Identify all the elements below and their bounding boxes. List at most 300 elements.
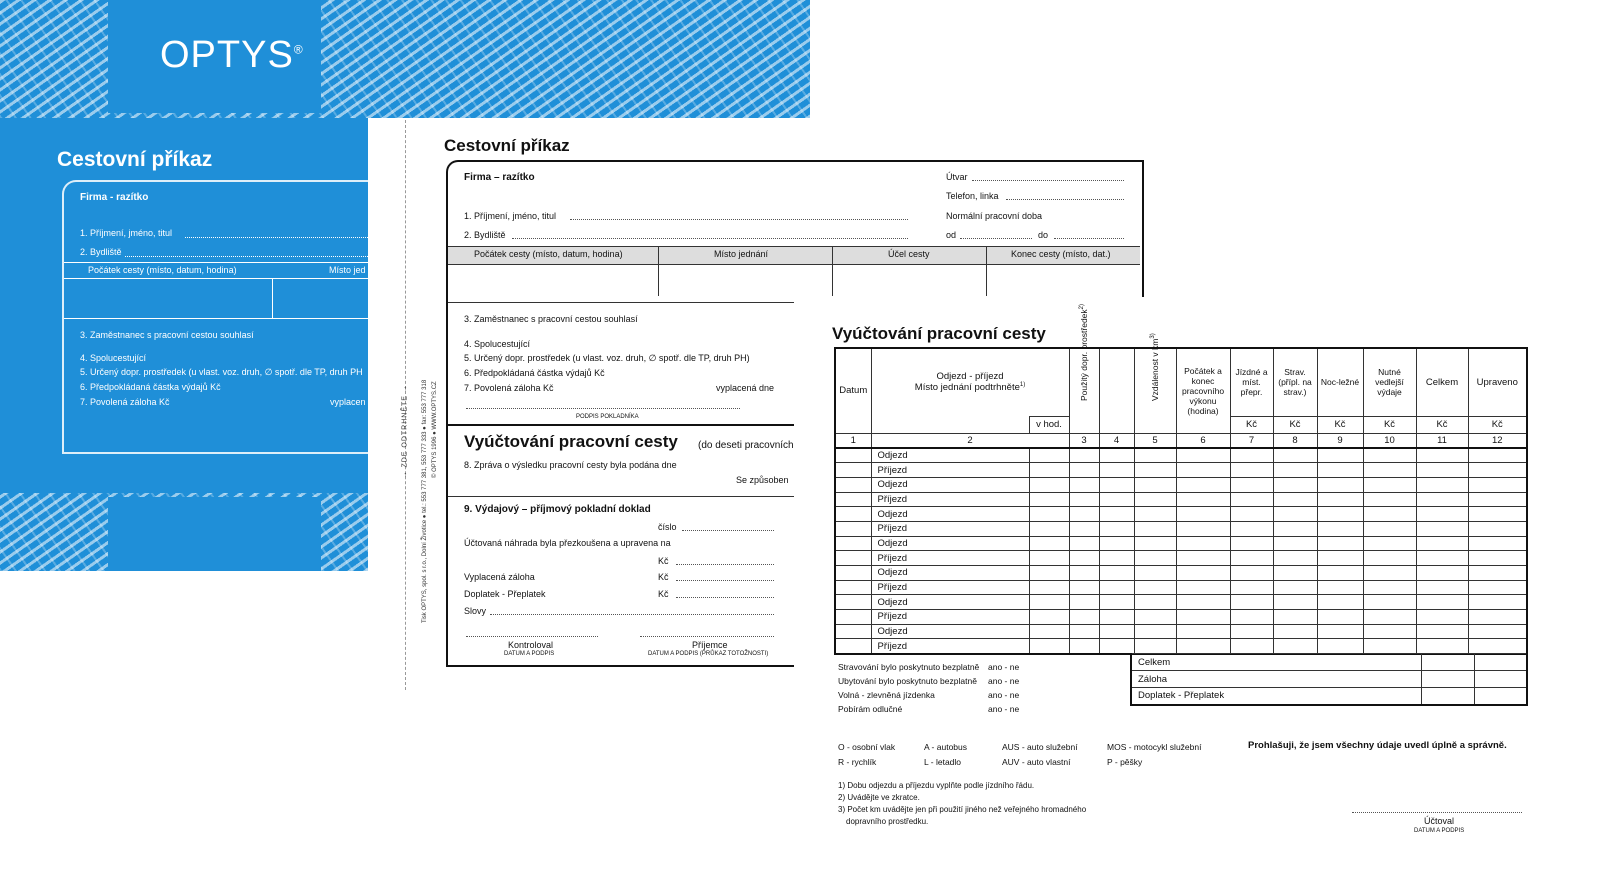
kc-cell: Kč bbox=[1468, 416, 1527, 433]
input-cell[interactable] bbox=[1230, 521, 1273, 536]
form-kc-3: Kč bbox=[658, 589, 669, 599]
input-cell[interactable] bbox=[1416, 536, 1468, 551]
input-cell[interactable] bbox=[1176, 521, 1230, 536]
input-cell[interactable] bbox=[1317, 639, 1363, 654]
input-cell[interactable] bbox=[1468, 639, 1527, 654]
input-cell[interactable] bbox=[1273, 595, 1317, 610]
trip-col-start: Počátek cesty (místo, datum, hodina) bbox=[474, 249, 623, 259]
input-cell[interactable] bbox=[1099, 492, 1134, 507]
input-cell[interactable] bbox=[1176, 492, 1230, 507]
col-datum: Datum bbox=[835, 348, 871, 433]
input-cell[interactable] bbox=[1416, 507, 1468, 522]
input-cell[interactable] bbox=[1099, 566, 1134, 581]
form-trip-table bbox=[448, 246, 1140, 296]
input-cell[interactable] bbox=[1069, 536, 1099, 551]
input-cell[interactable] bbox=[1468, 566, 1527, 581]
input-cell[interactable] bbox=[1317, 610, 1363, 625]
input-cell[interactable] bbox=[1273, 639, 1317, 654]
form-controlled: Kontroloval bbox=[508, 640, 554, 650]
input-cell[interactable] bbox=[1029, 639, 1069, 654]
trip-row-label: Příjezd bbox=[871, 610, 1029, 625]
col-meals: Strav. (přípl. na strav.) bbox=[1273, 348, 1317, 416]
form-item-8-tail: Se způsoben bbox=[736, 475, 789, 485]
summary-table bbox=[1130, 653, 1528, 706]
input-cell[interactable] bbox=[1176, 507, 1230, 522]
input-cell[interactable] bbox=[1273, 566, 1317, 581]
input-cell[interactable] bbox=[1134, 580, 1176, 595]
tear-label: → ZDE ODTRHNĚTE → bbox=[401, 384, 409, 479]
col-total: Celkem bbox=[1416, 348, 1468, 416]
input-cell[interactable] bbox=[1069, 580, 1099, 595]
input-cell[interactable] bbox=[1273, 477, 1317, 492]
form-checked: Účtovaná náhrada byla přezkoušena a upravena na bbox=[464, 538, 671, 548]
trip-row bbox=[835, 595, 1527, 610]
free-row: Volná - zlevněná jízdenka ano - ne bbox=[838, 690, 1020, 700]
trip-row-label: Odjezd bbox=[871, 448, 1029, 463]
input-cell[interactable] bbox=[1273, 463, 1317, 478]
dotline bbox=[676, 564, 774, 565]
divider bbox=[448, 424, 794, 426]
trip-row bbox=[835, 610, 1527, 625]
input-cell[interactable] bbox=[1134, 610, 1176, 625]
input-cell[interactable] bbox=[1099, 521, 1134, 536]
input-cell[interactable] bbox=[1069, 521, 1099, 536]
form-words: Slovy bbox=[464, 606, 487, 616]
input-cell[interactable] bbox=[1029, 595, 1069, 610]
dotline bbox=[1054, 238, 1124, 239]
form-item-7-tail: vyplacená dne bbox=[716, 383, 775, 393]
input-cell[interactable] bbox=[1029, 463, 1069, 478]
input-cell[interactable] bbox=[1176, 448, 1230, 463]
input-cell[interactable] bbox=[1317, 624, 1363, 639]
col-number: 12 bbox=[1468, 433, 1527, 448]
trip-row-label: Odjezd bbox=[871, 595, 1029, 610]
cover-line-1: 1. Příjmení, jméno, titul bbox=[80, 228, 173, 238]
input-cell[interactable] bbox=[1176, 536, 1230, 551]
input-cell[interactable] bbox=[1029, 521, 1069, 536]
free-row: Ubytování bylo poskytnuto bezplatně ano - ne bbox=[838, 676, 1020, 686]
input-cell[interactable] bbox=[1363, 595, 1416, 610]
col-lodging: Noc-ležné bbox=[1317, 348, 1363, 416]
form-controlled-sub: DATUM A PODPIS bbox=[504, 651, 555, 657]
input-cell[interactable] bbox=[1273, 521, 1317, 536]
dotline bbox=[512, 238, 908, 239]
divider bbox=[448, 302, 794, 303]
input-cell[interactable] bbox=[1069, 566, 1099, 581]
col-v-hod: v hod. bbox=[1029, 416, 1069, 433]
input-cell[interactable] bbox=[1230, 551, 1273, 566]
kc-cell: Kč bbox=[1416, 416, 1468, 433]
col-fare: Jízdné a míst. přepr. bbox=[1230, 348, 1273, 416]
printer-web: © OPTYS 1996 ● WWW.OPTYS.CZ bbox=[432, 381, 438, 478]
input-cell[interactable] bbox=[1416, 624, 1468, 639]
input-cell[interactable] bbox=[1363, 463, 1416, 478]
input-cell[interactable] bbox=[1029, 566, 1069, 581]
input-cell[interactable] bbox=[1176, 566, 1230, 581]
dotline bbox=[640, 636, 774, 637]
input-cell[interactable] bbox=[1230, 448, 1273, 463]
trip-row bbox=[835, 463, 1527, 478]
input-cell[interactable] bbox=[1134, 521, 1176, 536]
input-cell[interactable] bbox=[1468, 610, 1527, 625]
input-cell[interactable] bbox=[1416, 566, 1468, 581]
input-cell[interactable] bbox=[1099, 624, 1134, 639]
cover-item-7-tail: vyplacen bbox=[330, 397, 366, 407]
input-cell[interactable] bbox=[1099, 507, 1134, 522]
col-number: 8 bbox=[1273, 433, 1317, 448]
input-cell[interactable] bbox=[1468, 536, 1527, 551]
cover-table-header-1: Počátek cesty (místo, datum, hodina) bbox=[88, 265, 237, 275]
input-cell[interactable] bbox=[1099, 639, 1134, 654]
input-cell[interactable] bbox=[1029, 448, 1069, 463]
input-cell[interactable] bbox=[1176, 639, 1230, 654]
input-cell[interactable] bbox=[1230, 507, 1273, 522]
form-field-do: do bbox=[1038, 230, 1049, 240]
cover-title: Cestovní příkaz bbox=[57, 148, 213, 171]
trip-row bbox=[835, 492, 1527, 507]
trip-row-label: Odjezd bbox=[871, 566, 1029, 581]
kc-cell: Kč bbox=[1317, 416, 1363, 433]
input-cell[interactable] bbox=[1099, 477, 1134, 492]
input-cell[interactable] bbox=[1069, 624, 1099, 639]
form-firm-label: Firma – razítko bbox=[464, 172, 535, 183]
form-item-8: 8. Zpráva o výsledku pracovní cesty byla podána dne bbox=[464, 460, 677, 470]
form-item-5: 5. Určený dopr. prostředek (u vlast. voz. druh, ∅ spotř. dle TP, druh PH) bbox=[464, 353, 750, 363]
form-item-3: 3. Zaměstnanec s pracovní cestou souhlasí bbox=[464, 314, 638, 324]
input-cell[interactable] bbox=[1134, 492, 1176, 507]
kc-cell: Kč bbox=[1230, 416, 1273, 433]
form-recipient-sub: DATUM A PODPIS (PRŮKAZ TOTOŽNOSTI) bbox=[648, 651, 769, 657]
col-number: 1 bbox=[835, 433, 871, 448]
input-cell[interactable] bbox=[1099, 595, 1134, 610]
dotline bbox=[676, 597, 774, 598]
input-cell[interactable] bbox=[1363, 639, 1416, 654]
cover-logo-panel bbox=[108, 0, 321, 113]
col-number: 6 bbox=[1176, 433, 1230, 448]
input-cell[interactable] bbox=[1029, 580, 1069, 595]
input-cell[interactable] bbox=[1134, 551, 1176, 566]
trip-row bbox=[835, 448, 1527, 463]
input-cell[interactable] bbox=[1363, 492, 1416, 507]
input-cell[interactable] bbox=[1416, 639, 1468, 654]
kc-cell: Kč bbox=[1273, 416, 1317, 433]
input-cell[interactable] bbox=[1176, 551, 1230, 566]
input-cell[interactable] bbox=[1273, 580, 1317, 595]
input-cell[interactable] bbox=[1134, 507, 1176, 522]
input-cell[interactable] bbox=[1416, 463, 1468, 478]
col-number: 11 bbox=[1416, 433, 1468, 448]
trip-row bbox=[835, 507, 1527, 522]
summary-balance: Doplatek - Přeplatek bbox=[1131, 688, 1421, 705]
kc-cell: Kč bbox=[1363, 416, 1416, 433]
input-cell[interactable] bbox=[1134, 624, 1176, 639]
form-line-2: 2. Bydliště bbox=[464, 230, 506, 240]
input-cell[interactable] bbox=[1069, 492, 1099, 507]
form-line-1: 1. Příjmení, jméno, titul bbox=[464, 211, 557, 221]
printer-info: Tisk OPTYS, spol. s r.o., Dolní Životice ● tel.: 553 777 381, 553 777 333 ● fax: 553 777 318 bbox=[422, 379, 428, 623]
trip-col-purpose: Účel cesty bbox=[888, 249, 930, 259]
input-cell[interactable] bbox=[1363, 536, 1416, 551]
form-item-6: 6. Předpokládaná částka výdajů Kč bbox=[464, 368, 605, 378]
input-cell[interactable] bbox=[1230, 610, 1273, 625]
col-number-row bbox=[835, 433, 1527, 448]
cover-firm-label: Firma - razítko bbox=[80, 192, 149, 203]
input-cell[interactable] bbox=[1468, 595, 1527, 610]
input-cell[interactable] bbox=[1230, 595, 1273, 610]
input-cell[interactable] bbox=[1029, 477, 1069, 492]
trip-row bbox=[835, 536, 1527, 551]
summary-total: Celkem bbox=[1131, 654, 1421, 671]
input-cell[interactable] bbox=[1416, 477, 1468, 492]
form-title: Cestovní příkaz bbox=[444, 136, 570, 155]
input-cell[interactable] bbox=[1069, 639, 1099, 654]
input-cell[interactable] bbox=[1468, 492, 1527, 507]
input-cell[interactable] bbox=[1273, 536, 1317, 551]
col-other: Nutné vedlejší výdaje bbox=[1363, 348, 1416, 416]
cover-table-header-2: Místo jed bbox=[329, 265, 366, 275]
input-cell[interactable] bbox=[1176, 580, 1230, 595]
input-cell[interactable] bbox=[1416, 492, 1468, 507]
input-cell[interactable] bbox=[1230, 536, 1273, 551]
form-kc-1: Kč bbox=[658, 556, 669, 566]
cover-item-7: 7. Povolená záloha Kč bbox=[80, 397, 170, 407]
input-cell[interactable] bbox=[1416, 580, 1468, 595]
form-advance: Vyplacená záloha bbox=[464, 572, 535, 582]
input-cell[interactable] bbox=[1317, 580, 1363, 595]
sign-cashier: PODPIS POKLADNÍKA bbox=[576, 414, 639, 420]
input-cell[interactable] bbox=[1134, 463, 1176, 478]
input-cell[interactable] bbox=[1468, 463, 1527, 478]
input-cell[interactable] bbox=[1468, 448, 1527, 463]
trip-row-label: Příjezd bbox=[871, 580, 1029, 595]
dotline bbox=[1352, 812, 1522, 813]
trip-row bbox=[835, 624, 1527, 639]
signer-sub: DATUM A PODPIS bbox=[1414, 828, 1465, 834]
input-cell[interactable] bbox=[1468, 624, 1527, 639]
input-cell[interactable] bbox=[1029, 624, 1069, 639]
input-cell[interactable] bbox=[1468, 507, 1527, 522]
input-cell[interactable] bbox=[1069, 610, 1099, 625]
input-cell[interactable] bbox=[1273, 492, 1317, 507]
input-cell[interactable] bbox=[1069, 477, 1099, 492]
input-cell[interactable] bbox=[1363, 477, 1416, 492]
input-cell[interactable] bbox=[1069, 463, 1099, 478]
form-settle-title: Vyúčtování pracovní cesty bbox=[464, 432, 678, 451]
input-cell[interactable] bbox=[1416, 521, 1468, 536]
input-cell[interactable] bbox=[1134, 448, 1176, 463]
input-cell[interactable] bbox=[1029, 551, 1069, 566]
form-recipient: Příjemce bbox=[692, 640, 728, 650]
input-cell[interactable] bbox=[1317, 477, 1363, 492]
input-cell[interactable] bbox=[1416, 448, 1468, 463]
input-cell[interactable] bbox=[1468, 477, 1527, 492]
dotline bbox=[972, 180, 1124, 181]
dotline bbox=[1006, 199, 1124, 200]
input-cell[interactable] bbox=[1273, 551, 1317, 566]
input-cell[interactable] bbox=[1363, 507, 1416, 522]
input-cell[interactable] bbox=[1134, 536, 1176, 551]
input-cell[interactable] bbox=[1363, 610, 1416, 625]
trip-col-place: Místo jednání bbox=[714, 249, 769, 259]
input-cell[interactable] bbox=[1069, 551, 1099, 566]
col-blank bbox=[1099, 348, 1134, 433]
form-settle-sub: (do deseti pracovních bbox=[698, 440, 794, 451]
input-cell[interactable] bbox=[1363, 448, 1416, 463]
input-cell[interactable] bbox=[1099, 551, 1134, 566]
trip-row-label: Příjezd bbox=[871, 551, 1029, 566]
cover-dotline bbox=[185, 237, 368, 238]
cover-line-2: 2. Bydliště bbox=[80, 247, 122, 257]
input-cell[interactable] bbox=[1317, 448, 1363, 463]
col-route: Odjezd - příjezd Místo jednání podtrhněte$^{1)}$ bbox=[871, 348, 1069, 416]
input-cell[interactable] bbox=[1273, 507, 1317, 522]
input-cell[interactable] bbox=[1029, 507, 1069, 522]
settlement-title: Vyúčtování pracovní cesty bbox=[832, 324, 1046, 343]
input-cell[interactable] bbox=[1176, 595, 1230, 610]
dotline bbox=[466, 408, 740, 409]
input-cell[interactable] bbox=[1416, 595, 1468, 610]
input-cell[interactable] bbox=[1230, 477, 1273, 492]
dotline bbox=[676, 580, 774, 581]
dotline bbox=[466, 636, 598, 637]
free-provided-list bbox=[838, 660, 1019, 716]
col-number: 9 bbox=[1317, 433, 1363, 448]
input-cell[interactable] bbox=[1317, 507, 1363, 522]
col-number: 4 bbox=[1099, 433, 1134, 448]
input-cell[interactable] bbox=[1317, 536, 1363, 551]
input-cell[interactable] bbox=[1134, 477, 1176, 492]
trip-row-label: Příjezd bbox=[871, 492, 1029, 507]
col-number: 2 bbox=[871, 433, 1069, 448]
input-cell[interactable] bbox=[1134, 566, 1176, 581]
trip-row-label: Odjezd bbox=[871, 477, 1029, 492]
col-number: 5 bbox=[1134, 433, 1176, 448]
input-cell[interactable] bbox=[1099, 536, 1134, 551]
trip-col-end: Konec cesty (místo, dat.) bbox=[1011, 249, 1111, 259]
footnotes: 1) Dobu odjezdu a příjezdu vyplňte podle jízdního řádu. 2) Uvádějte ve zkratce. 3) Počet km uvádějte jen při použití jiného než veřejného hromadného dopravního prostředku. bbox=[838, 781, 1087, 826]
form-kc-2: Kč bbox=[658, 572, 669, 582]
input-cell[interactable] bbox=[1069, 595, 1099, 610]
trip-row-label: Odjezd bbox=[871, 624, 1029, 639]
input-cell[interactable] bbox=[1273, 624, 1317, 639]
input-cell[interactable] bbox=[1230, 463, 1273, 478]
divider bbox=[448, 496, 794, 497]
input-cell[interactable] bbox=[1029, 492, 1069, 507]
signer-label: Účtoval bbox=[1424, 816, 1455, 826]
form-field-hours: Normální pracovní doba bbox=[946, 211, 1043, 221]
trip-row bbox=[835, 477, 1527, 492]
col-distance: Vzdálenost v $km^{3)}$ bbox=[1134, 348, 1176, 433]
dotline bbox=[960, 238, 1032, 239]
trip-row bbox=[835, 551, 1527, 566]
input-cell[interactable] bbox=[1099, 610, 1134, 625]
trip-row-label: Příjezd bbox=[871, 463, 1029, 478]
input-cell[interactable] bbox=[1317, 463, 1363, 478]
input-cell[interactable] bbox=[1069, 448, 1099, 463]
trip-row bbox=[835, 566, 1527, 581]
input-cell[interactable] bbox=[1134, 639, 1176, 654]
cover-dotline bbox=[125, 256, 368, 257]
trip-row bbox=[835, 521, 1527, 536]
input-cell[interactable] bbox=[1363, 551, 1416, 566]
col-number: 3 bbox=[1069, 433, 1099, 448]
input-cell[interactable] bbox=[1230, 639, 1273, 654]
trip-row-label: Příjezd bbox=[871, 521, 1029, 536]
input-cell[interactable] bbox=[1099, 580, 1134, 595]
input-cell[interactable] bbox=[1134, 595, 1176, 610]
trip-row-label: Odjezd bbox=[871, 507, 1029, 522]
form-cislo: číslo bbox=[658, 522, 677, 532]
col-transport: Použitý dopr. prostředek$^{2)}$ bbox=[1069, 348, 1099, 433]
input-cell[interactable] bbox=[1468, 580, 1527, 595]
input-cell[interactable] bbox=[1230, 566, 1273, 581]
input-cell[interactable] bbox=[1230, 624, 1273, 639]
free-row: Stravování bylo poskytnuto bezplatně ano - ne bbox=[838, 662, 1020, 672]
cover-body bbox=[0, 118, 368, 493]
input-cell[interactable] bbox=[1029, 536, 1069, 551]
input-cell[interactable] bbox=[1317, 566, 1363, 581]
input-cell[interactable] bbox=[1317, 492, 1363, 507]
input-cell[interactable] bbox=[1317, 595, 1363, 610]
cover-item-5: 5. Určený dopr. prostředek (u vlast. voz. druh, ∅ spotř. dle TP, druh PH bbox=[80, 367, 363, 377]
input-cell[interactable] bbox=[1468, 521, 1527, 536]
free-row: Pobírám odlučné ano - ne bbox=[838, 704, 1020, 714]
cover-item-3: 3. Zaměstnanec s pracovní cestou souhlasí bbox=[80, 330, 254, 340]
input-cell[interactable] bbox=[1069, 507, 1099, 522]
input-cell[interactable] bbox=[1416, 551, 1468, 566]
summary-advance: Záloha bbox=[1131, 671, 1421, 688]
input-cell[interactable] bbox=[1317, 551, 1363, 566]
col-work: Počátek a konec pracovního výkonu (hodina) bbox=[1176, 348, 1230, 433]
input-cell[interactable] bbox=[1176, 610, 1230, 625]
input-cell[interactable] bbox=[1363, 624, 1416, 639]
cover-item-6: 6. Předpokládaná částka výdajů Kč bbox=[80, 382, 221, 392]
input-cell[interactable] bbox=[1317, 521, 1363, 536]
form-item-7: 7. Povolená záloha Kč bbox=[464, 383, 554, 393]
trip-row bbox=[835, 639, 1527, 654]
input-cell[interactable] bbox=[1363, 521, 1416, 536]
col-adjusted: Upraveno bbox=[1468, 348, 1527, 416]
transport-legend: O - osobní vlak A - autobus AUS - auto služební MOS - motocykl služební R - rychlík L - letadlo AUV - auto vlastní P - pěšky bbox=[838, 742, 1202, 767]
form-item-9: 9. Výdajový – příjmový pokladní doklad bbox=[464, 504, 651, 515]
dotline bbox=[570, 219, 908, 220]
dotline bbox=[490, 614, 774, 615]
trip-row bbox=[835, 580, 1527, 595]
form-field-unit: Útvar bbox=[946, 172, 968, 182]
input-cell[interactable] bbox=[1273, 610, 1317, 625]
input-cell[interactable] bbox=[1176, 624, 1230, 639]
input-cell[interactable] bbox=[1099, 448, 1134, 463]
input-cell[interactable] bbox=[1363, 566, 1416, 581]
input-cell[interactable] bbox=[1176, 477, 1230, 492]
trip-row-label: Příjezd bbox=[871, 639, 1029, 654]
declaration: Prohlašuji, že jsem všechny údaje uvedl úplně a správně. bbox=[1248, 740, 1507, 751]
input-cell[interactable] bbox=[1273, 448, 1317, 463]
form-surcharge: Doplatek - Přeplatek bbox=[464, 589, 546, 599]
col-number: 7 bbox=[1230, 433, 1273, 448]
form-field-phone: Telefon, linka bbox=[946, 191, 999, 201]
form-field-od: od bbox=[946, 230, 957, 240]
input-cell[interactable] bbox=[1099, 463, 1134, 478]
input-cell[interactable] bbox=[1468, 551, 1527, 566]
form-item-4: 4. Spolucestující bbox=[464, 339, 531, 349]
input-cell[interactable] bbox=[1363, 580, 1416, 595]
input-cell[interactable] bbox=[1230, 492, 1273, 507]
input-cell[interactable] bbox=[1176, 463, 1230, 478]
input-cell[interactable] bbox=[1416, 610, 1468, 625]
input-cell[interactable] bbox=[1029, 610, 1069, 625]
input-cell[interactable] bbox=[1230, 580, 1273, 595]
